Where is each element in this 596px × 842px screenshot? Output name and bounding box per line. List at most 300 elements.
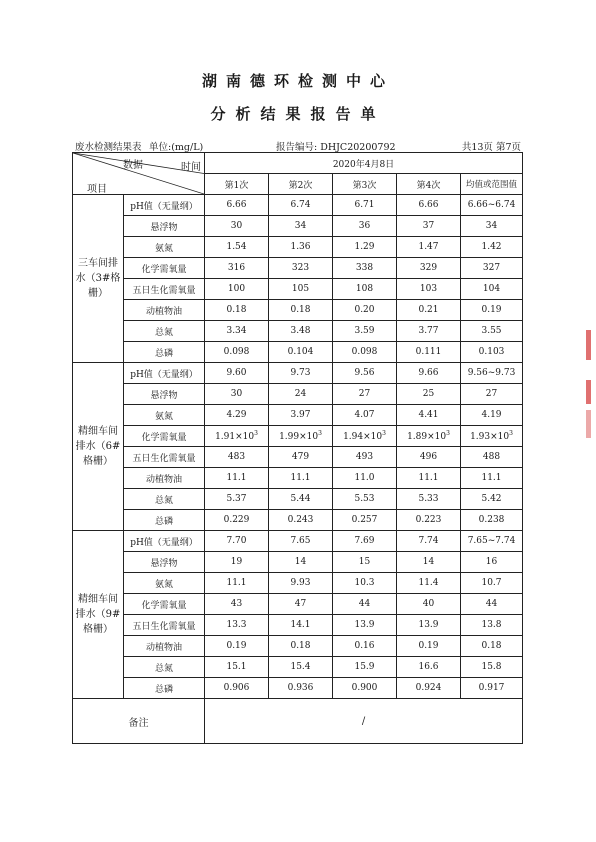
value-cell (205, 510, 269, 531)
value-cell (333, 636, 397, 657)
value-cell (397, 258, 461, 279)
value-cell (461, 573, 523, 594)
col-header: 第1次 (205, 174, 269, 195)
value-text: 3.55 (481, 326, 502, 336)
value-text: 5.37 (226, 494, 247, 504)
value-text: 36 (358, 221, 371, 231)
value-text: 11.1 (226, 473, 247, 483)
table-row (73, 531, 523, 552)
parameter-name: 总磷 (124, 510, 205, 531)
corner-label-data: 数据 (123, 160, 143, 171)
value-text: 25 (422, 389, 435, 399)
value-text: 5.42 (481, 494, 502, 504)
value-text: 0.257 (351, 515, 378, 525)
value-cell (461, 237, 523, 258)
table-row (73, 636, 523, 657)
value-text: 4.19 (481, 410, 502, 420)
value-cell (333, 489, 397, 510)
value-cell (333, 216, 397, 237)
parameter-name: 氨氮 (124, 237, 205, 258)
value-text: 37 (422, 221, 435, 231)
value-cell (397, 594, 461, 615)
value-text: 1.99×10 (279, 432, 319, 442)
value-cell (397, 489, 461, 510)
value-cell (269, 615, 333, 636)
value-text: 0.103 (478, 347, 505, 357)
table-row (73, 216, 523, 237)
value-text: 0.18 (290, 641, 311, 651)
table-row (73, 384, 523, 405)
value-text: 0.098 (351, 347, 378, 357)
value-text: 0.104 (287, 347, 314, 357)
value-text: 11.1 (481, 473, 502, 483)
value-cell (397, 363, 461, 384)
value-cell (397, 636, 461, 657)
value-cell (269, 678, 333, 699)
value-cell (333, 426, 397, 447)
value-cell (397, 426, 461, 447)
parameter-name: 动植物油 (124, 636, 205, 657)
value-cell (269, 489, 333, 510)
table-row (73, 195, 523, 216)
value-text: 6.66~6.74 (467, 200, 516, 210)
value-text: 11.1 (226, 578, 247, 588)
value-cell (397, 195, 461, 216)
value-text: 14 (422, 557, 435, 567)
value-cell (397, 531, 461, 552)
value-cell (333, 363, 397, 384)
value-text: 44 (358, 599, 371, 609)
value-text: 14.1 (290, 620, 311, 630)
table-row (73, 678, 523, 699)
value-text: 0.223 (415, 515, 442, 525)
value-cell (205, 447, 269, 468)
value-text: 0.924 (415, 683, 442, 693)
value-text: 11.0 (354, 473, 375, 483)
value-cell (205, 594, 269, 615)
value-text: 13.9 (354, 620, 375, 630)
table-row (73, 237, 523, 258)
value-text: 30 (230, 221, 243, 231)
value-cell (205, 657, 269, 678)
value-cell (397, 384, 461, 405)
value-text: 11.1 (418, 473, 439, 483)
value-cell (461, 594, 523, 615)
value-cell (461, 678, 523, 699)
value-text: 6.66 (226, 200, 247, 210)
value-text: 479 (291, 452, 310, 462)
value-cell (397, 405, 461, 426)
exponent: 3 (446, 430, 450, 437)
value-cell (205, 615, 269, 636)
parameter-name: pH值（无量纲） (124, 195, 205, 216)
value-cell (461, 384, 523, 405)
value-cell (205, 279, 269, 300)
value-cell (205, 342, 269, 363)
value-cell (205, 552, 269, 573)
value-text: 108 (355, 284, 374, 294)
value-cell (205, 636, 269, 657)
value-cell (461, 321, 523, 342)
stamp-edge-mark (586, 410, 591, 438)
value-cell (397, 237, 461, 258)
value-cell (333, 279, 397, 300)
value-cell (333, 531, 397, 552)
value-text: 40 (422, 599, 435, 609)
table-row (73, 657, 523, 678)
parameter-name: 化学需氧量 (124, 258, 205, 279)
table-row (73, 342, 523, 363)
table-row (73, 321, 523, 342)
value-text: 9.66 (418, 368, 439, 378)
value-text: 103 (419, 284, 438, 294)
parameter-name: 化学需氧量 (124, 594, 205, 615)
value-cell (269, 342, 333, 363)
value-cell (461, 300, 523, 321)
value-text: 1.36 (290, 242, 311, 252)
value-text: 0.936 (287, 683, 314, 693)
value-text: 19 (230, 557, 243, 567)
table-row (73, 405, 523, 426)
value-text: 0.20 (354, 305, 375, 315)
value-cell (205, 405, 269, 426)
value-text: 27 (358, 389, 371, 399)
value-text: 0.18 (481, 641, 502, 651)
value-text: 3.34 (226, 326, 247, 336)
date-header: 2020年4月8日 (205, 153, 523, 174)
value-cell (333, 405, 397, 426)
parameter-name: 总氮 (124, 321, 205, 342)
value-text: 0.098 (223, 347, 250, 357)
value-text: 34 (294, 221, 307, 231)
corner-label-item: 项目 (87, 184, 107, 195)
page-count: 共13页 第7页 (461, 142, 521, 153)
value-cell (461, 447, 523, 468)
value-cell (333, 384, 397, 405)
table-row (73, 510, 523, 531)
value-text: 0.16 (354, 641, 375, 651)
value-text: 16.6 (418, 662, 439, 672)
value-cell (269, 258, 333, 279)
value-cell (461, 468, 523, 489)
value-text: 11.1 (290, 473, 311, 483)
value-cell (397, 279, 461, 300)
value-cell (461, 195, 523, 216)
value-text: 6.71 (354, 200, 375, 210)
value-text: 0.906 (223, 683, 250, 693)
value-text: 316 (227, 263, 246, 273)
value-cell (397, 468, 461, 489)
value-text: 496 (419, 452, 438, 462)
parameter-name: pH值（无量纲） (124, 531, 205, 552)
value-text: 13.8 (481, 620, 502, 630)
value-text: 100 (227, 284, 246, 294)
value-text: 0.917 (478, 683, 505, 693)
value-cell (333, 237, 397, 258)
value-cell (333, 258, 397, 279)
value-text: 0.18 (290, 305, 311, 315)
value-cell (333, 678, 397, 699)
value-cell (269, 531, 333, 552)
value-cell (205, 237, 269, 258)
value-text: 338 (355, 263, 374, 273)
parameter-name: 总氮 (124, 489, 205, 510)
unit-label: 单位:(mg/L) (149, 142, 204, 153)
value-text: 3.48 (290, 326, 311, 336)
exponent: 3 (509, 430, 513, 437)
value-cell (461, 657, 523, 678)
value-text: 0.18 (226, 305, 247, 315)
value-text: 34 (485, 221, 498, 231)
value-text: 30 (230, 389, 243, 399)
remark-label: 备注 (73, 699, 205, 744)
value-text: 488 (482, 452, 501, 462)
value-text: 11.4 (418, 578, 439, 588)
value-cell (461, 510, 523, 531)
value-cell (461, 342, 523, 363)
exponent: 3 (318, 430, 322, 437)
value-text: 5.44 (290, 494, 311, 504)
parameter-name: 动植物油 (124, 300, 205, 321)
value-text: 0.19 (226, 641, 247, 651)
value-cell (397, 216, 461, 237)
report-title: 分析结果报告单 (210, 105, 386, 123)
stamp-edge-mark (586, 380, 591, 404)
value-text: 329 (419, 263, 438, 273)
value-text: 9.56~9.73 (467, 368, 516, 378)
value-cell (397, 552, 461, 573)
value-text: 4.29 (226, 410, 247, 420)
value-cell (461, 258, 523, 279)
parameter-name: 氨氮 (124, 573, 205, 594)
value-text: 16 (485, 557, 498, 567)
value-text: 104 (482, 284, 501, 294)
value-cell (269, 426, 333, 447)
value-text: 1.42 (481, 242, 502, 252)
value-cell (205, 195, 269, 216)
value-text: 10.7 (481, 578, 502, 588)
table-row (73, 363, 523, 384)
value-text: 0.19 (418, 641, 439, 651)
value-text: 327 (482, 263, 501, 273)
results-table (72, 152, 523, 744)
value-cell (333, 615, 397, 636)
remark-value: / (205, 699, 523, 744)
group-label: 精细车间排水（9#格栅） (73, 531, 124, 699)
value-cell (269, 552, 333, 573)
value-cell (205, 258, 269, 279)
table-name: 废水检测结果表 (75, 142, 142, 153)
value-text: 0.243 (287, 515, 314, 525)
table-row (73, 489, 523, 510)
stamp-edge-mark (586, 330, 591, 360)
value-cell (269, 279, 333, 300)
value-text: 9.60 (226, 368, 247, 378)
value-text: 1.94×10 (343, 432, 383, 442)
value-cell (333, 510, 397, 531)
value-cell (269, 510, 333, 531)
value-cell (333, 573, 397, 594)
value-text: 27 (485, 389, 498, 399)
value-text: 14 (294, 557, 307, 567)
value-cell (333, 447, 397, 468)
value-cell (205, 321, 269, 342)
parameter-name: 悬浮物 (124, 384, 205, 405)
value-cell (397, 342, 461, 363)
value-text: 7.69 (354, 536, 375, 546)
org-name: 湖南德环检测中心 (201, 72, 394, 90)
value-cell (205, 531, 269, 552)
value-text: 9.93 (290, 578, 311, 588)
table-row (73, 279, 523, 300)
value-cell (333, 300, 397, 321)
table-row (73, 426, 523, 447)
value-cell (269, 384, 333, 405)
value-cell (461, 489, 523, 510)
value-text: 3.97 (290, 410, 311, 420)
value-text: 7.65~7.74 (467, 536, 516, 546)
value-cell (205, 468, 269, 489)
group-label: 精细车间排水（6#格栅） (73, 363, 124, 531)
value-text: 7.74 (418, 536, 439, 546)
value-text: 10.3 (354, 578, 375, 588)
value-cell (269, 468, 333, 489)
value-cell (333, 342, 397, 363)
table-row (73, 594, 523, 615)
value-cell (333, 321, 397, 342)
value-text: 0.900 (351, 683, 378, 693)
value-cell (333, 195, 397, 216)
value-cell (269, 594, 333, 615)
table-row (73, 573, 523, 594)
value-cell (397, 657, 461, 678)
value-text: 43 (230, 599, 243, 609)
parameter-name: pH值（无量纲） (124, 363, 205, 384)
parameter-name: 五日生化需氧量 (124, 615, 205, 636)
col-header: 均值或范围值 (461, 174, 523, 195)
value-cell (461, 636, 523, 657)
parameter-name: 总氮 (124, 657, 205, 678)
value-text: 3.59 (354, 326, 375, 336)
value-cell (397, 510, 461, 531)
value-text: 5.53 (354, 494, 375, 504)
table-row (73, 468, 523, 489)
value-text: 47 (294, 599, 307, 609)
value-cell (397, 573, 461, 594)
parameter-name: 总磷 (124, 342, 205, 363)
col-header: 第2次 (269, 174, 333, 195)
value-cell (461, 279, 523, 300)
parameter-name: 总磷 (124, 678, 205, 699)
parameter-name: 悬浮物 (124, 216, 205, 237)
corner-header-cell (73, 153, 205, 195)
value-text: 6.74 (290, 200, 311, 210)
table-row (73, 300, 523, 321)
value-text: 0.19 (481, 305, 502, 315)
value-cell (461, 552, 523, 573)
value-text: 9.56 (354, 368, 375, 378)
value-cell (397, 321, 461, 342)
report-meta (75, 139, 521, 152)
value-cell (269, 300, 333, 321)
value-text: 493 (355, 452, 374, 462)
value-cell (333, 468, 397, 489)
value-cell (205, 426, 269, 447)
value-cell (205, 573, 269, 594)
value-text: 1.47 (418, 242, 439, 252)
value-cell (269, 573, 333, 594)
parameter-name: 五日生化需氧量 (124, 447, 205, 468)
value-cell (205, 678, 269, 699)
value-text: 24 (294, 389, 307, 399)
value-cell (269, 195, 333, 216)
value-text: 105 (291, 284, 310, 294)
value-cell (269, 363, 333, 384)
value-text: 44 (485, 599, 498, 609)
value-cell (269, 321, 333, 342)
value-text: 483 (227, 452, 246, 462)
parameter-name: 化学需氧量 (124, 426, 205, 447)
value-text: 0.238 (478, 515, 505, 525)
table-row (73, 258, 523, 279)
value-text: 15.8 (481, 662, 502, 672)
parameter-name: 氨氮 (124, 405, 205, 426)
corner-label-time: 时间 (181, 162, 201, 173)
value-text: 0.21 (418, 305, 439, 315)
value-text: 15.9 (354, 662, 375, 672)
value-cell (205, 489, 269, 510)
value-text: 1.54 (226, 242, 247, 252)
value-cell (461, 405, 523, 426)
value-cell (461, 531, 523, 552)
value-cell (205, 363, 269, 384)
value-text: 323 (291, 263, 310, 273)
value-cell (461, 363, 523, 384)
value-cell (397, 447, 461, 468)
parameter-name: 悬浮物 (124, 552, 205, 573)
value-text: 13.3 (226, 620, 247, 630)
parameter-name: 五日生化需氧量 (124, 279, 205, 300)
value-text: 3.77 (418, 326, 439, 336)
value-text: 4.41 (418, 410, 439, 420)
value-cell (269, 405, 333, 426)
value-text: 1.93×10 (470, 432, 510, 442)
exponent: 3 (382, 430, 386, 437)
value-text: 15.4 (290, 662, 311, 672)
table-row (73, 447, 523, 468)
value-cell (333, 657, 397, 678)
value-cell (205, 384, 269, 405)
value-cell (269, 657, 333, 678)
value-cell (269, 237, 333, 258)
value-text: 5.33 (418, 494, 439, 504)
value-text: 15.1 (226, 662, 247, 672)
value-cell (269, 216, 333, 237)
value-cell (269, 636, 333, 657)
value-cell (205, 216, 269, 237)
value-cell (397, 678, 461, 699)
value-cell (333, 594, 397, 615)
value-text: 1.91×10 (215, 432, 255, 442)
value-cell (269, 447, 333, 468)
value-text: 7.70 (226, 536, 247, 546)
exponent: 3 (254, 430, 258, 437)
value-cell (461, 216, 523, 237)
value-text: 9.73 (290, 368, 311, 378)
value-text: 6.66 (418, 200, 439, 210)
value-text: 1.29 (354, 242, 375, 252)
group-label: 三车间排水（3#格栅） (73, 195, 124, 363)
